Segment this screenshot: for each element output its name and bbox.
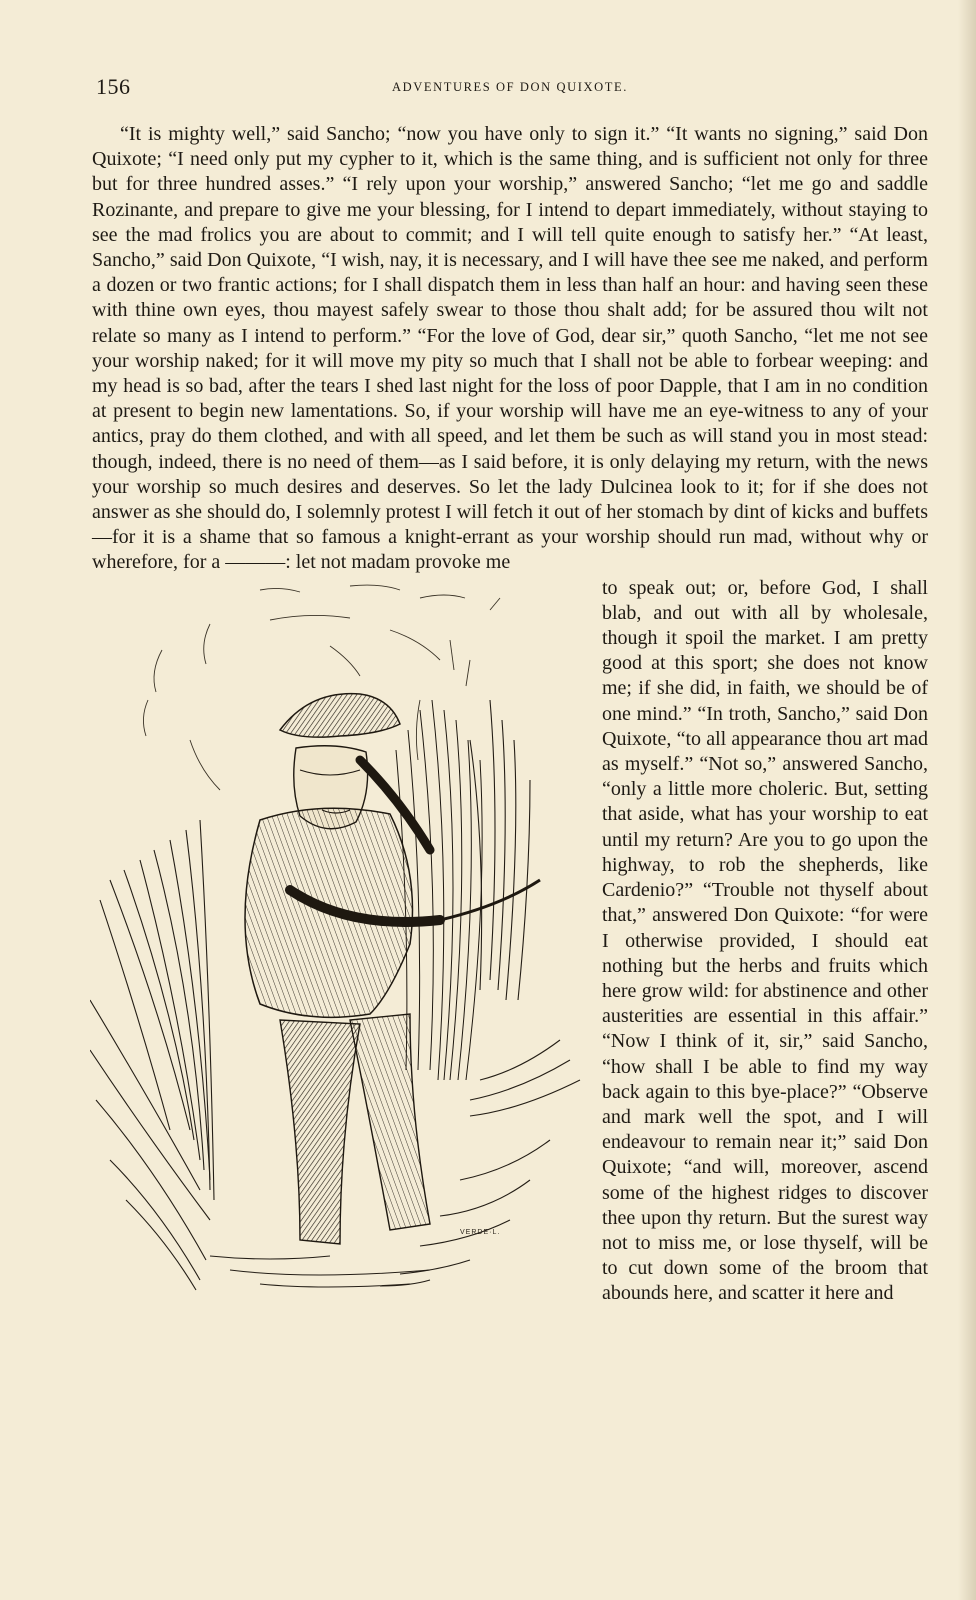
page-number: 156 bbox=[96, 74, 131, 99]
running-head: ADVENTURES OF DON QUIXOTE. bbox=[391, 80, 629, 94]
paragraph-top: “It is mighty well,” said Sancho; “now you have only to sign it.” “It wants no signing,” said Don Quixote; “I need only put my cypher to it, which is the same thing, and is sufficient not only for three but for three hundred asses.” “I rely upon your worship,” answered Sancho; “let me go and saddle Rozinante, and prepare to give me your blessing, for I intend to depart immediately, without staying to see the mad frolics you are about to commit; and I will tell quite enough to satisfy her.” “At least, Sancho,” said Don Quixote, “I wish, nay, it is necessary, and I will have thee see me naked, and perform a dozen or two frantic actions; for I shall dispatch them in less than half an hour: and having seen these with thine own eyes, thou mayest safely swear to those thou shalt add; for be assured thou wilt not relate so many as I intend to perform.” “For the love of God, dear sir,” quoth Sancho, “let me not see your worship naked; for it will move my pity so much that I shall not be able to forbear weeping: and my head is so bad, after the tears I shed last night for the loss of poor Dapple, that I am in no condition at present to begin new lamentations. So, if your worship will have me an eye-witness to any of your antics, pray do them clothed, and with all speed, and let them be such as will stand you in most stead: though, indeed, there is no need of them—as I said before, it is only delaying my return, with the news your worship so much desires and deserves. So let the lady Dulcinea look to it; for if she does not answer as she should do, I solemnly protest I will fetch it out of her stomach by dint of kicks and buffets—for it is a shame that so famous a knight-errant as your worship should run mad, without why or wherefore, for a ———: let not madam provoke me bbox=[92, 123, 928, 574]
engraving-sancho-cutting-broom bbox=[90, 580, 590, 1298]
body-text bbox=[92, 122, 928, 1307]
engraving-image bbox=[90, 580, 590, 1298]
page-edge-shadow bbox=[958, 0, 976, 1600]
engraver-signature: VERDE·L. bbox=[460, 1228, 501, 1236]
page-header bbox=[92, 74, 928, 102]
paragraph-beside-figure: to speak out; or, before God, I shall blab, and out with all by wholesale, though it spoil the market. I am pretty good at this sport; she does not know me; if she did, in faith, we should be of one mind.” “In troth, Sancho,” said Don Quixote, “to all appearance thou art mad as myself.” “Not so,” answered Sancho, “only a little more choleric. But, setting that aside, what has your worship to eat until my return? Are you to go upon the highway, to rob the shepherds, like Cardenio?” “Trouble not thyself about that,” answered Don Quixote: “for were I otherwise provided, I should eat nothing but the herbs and fruits which here grow wild: for abstinence and other austerities are essential in this affair.” “Now I think of it, sir,” said Sancho, “how shall I be able to find my way back again to this bye-place?” “Observe and mark well the spot, and I will endeavour to remain near it;” said Don Quixote; “and will, moreover, ascend some of the highest ridges to discover thee upon thy return. But the surest way not to miss me, or lose thyself, will be to cut down some of the broom that abounds here, and scatter it here and bbox=[602, 576, 928, 1305]
